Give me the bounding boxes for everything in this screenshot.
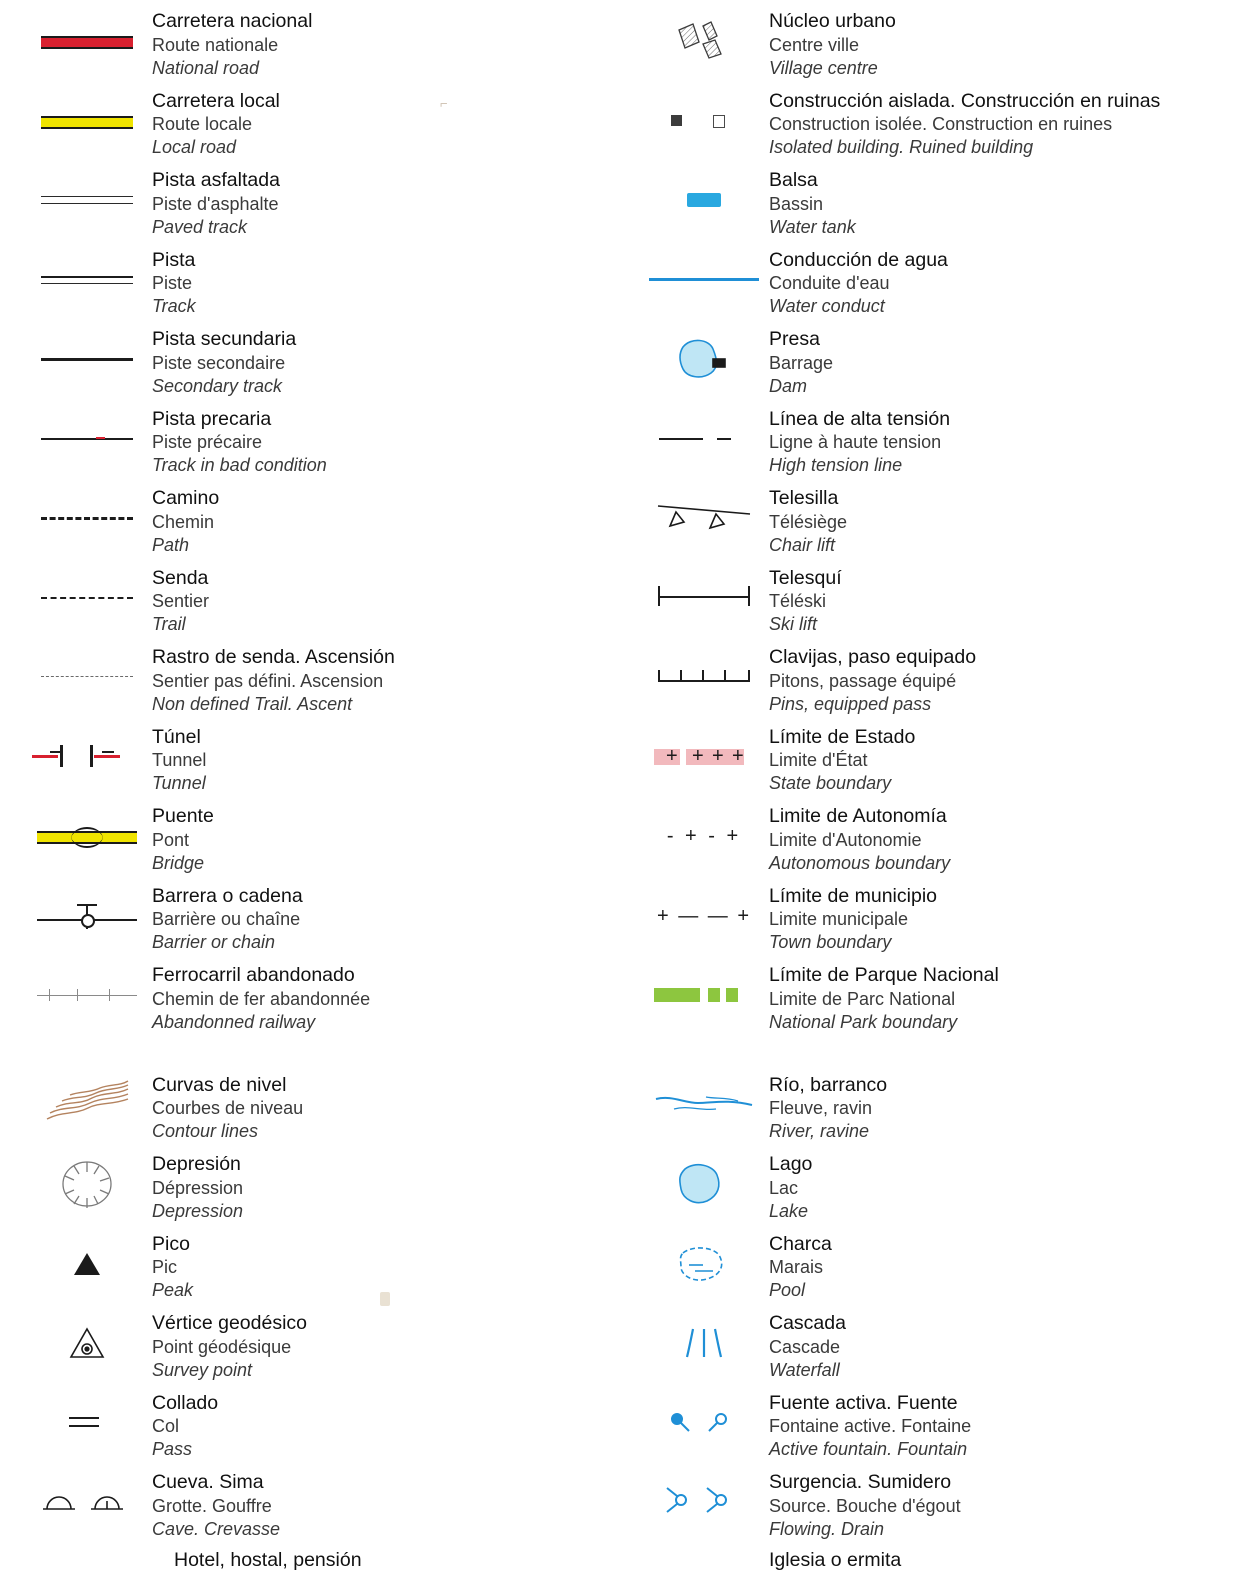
legend-item [22,1072,619,1144]
equipped-pass-symbol [639,644,769,710]
legend-label-en: Non defined Trail. Ascent [152,693,353,714]
legend-item [639,962,1238,1034]
legend-label-fr: Fleuve, ravin [769,1098,873,1118]
legend-label-en: Town boundary [769,932,892,952]
legend-item [22,1390,619,1462]
legend-column-left [0,8,619,1549]
legend-label-fr: Bassin [769,193,824,214]
non-defined-trail-symbol [22,644,152,710]
legend-item [22,962,619,1034]
town-boundary-symbol: + — — + [656,904,752,927]
legend-label-en: River, ravine [769,1121,870,1141]
state-boundary-symbol: + + + + [639,724,769,790]
legend-label-fr: Piste d'asphalte [152,193,279,214]
legend-label-es: Construcción aislada. Construcción en ruinas [769,89,1161,112]
path-symbol [22,485,152,551]
legend-label-en: Contour lines [152,1121,259,1141]
legend-item [22,8,619,80]
legend-label-es: Telesilla [769,487,839,509]
legend-label-es: Presa [769,328,820,350]
legend-item [639,167,1238,239]
legend-label-es: Senda [152,566,209,589]
legend-label-fr: Construction isolée. Construction en ruines [769,114,1113,134]
track-symbol [22,247,152,313]
legend-label-en: Waterfall [769,1359,840,1380]
legend-item [639,1151,1238,1223]
trail-symbol [22,565,152,631]
survey-point-symbol [22,1310,152,1376]
legend-label-en: Survey point [152,1359,253,1380]
legend-label-fr: Piste précaire [152,432,263,452]
legend-item [639,565,1238,637]
peak-symbol [22,1231,152,1297]
legend-label-en: Water tank [769,216,856,237]
tunnel-symbol [22,724,152,790]
footer-label-right: Iglesia o ermita [769,1548,902,1571]
legend-label-es: Límite de Estado [769,725,916,748]
abandoned-railway-symbol [22,962,152,1028]
national-park-boundary-symbol [639,962,769,1028]
bridge-symbol [22,803,152,869]
legend-label-es: Camino [152,487,220,509]
legend-label-fr: Téléski [769,591,827,611]
legend-label-en: High tension line [769,455,903,475]
legend-label-fr: Limite de Parc National [769,988,956,1009]
legend-label-fr: Sentier pas défini. Ascension [152,670,384,691]
legend-label-fr: Pont [152,829,190,850]
bad-track-symbol [22,406,152,472]
legend-label-en: Water conduct [769,296,885,316]
chair-lift-symbol [639,485,769,551]
legend-label-fr: Chemin de fer abandonnée [152,988,371,1009]
legend-label-es: Cascada [769,1312,846,1334]
legend-item [22,88,619,160]
legend-label-es: Charca [769,1232,832,1255]
legend-label-fr: Fontaine active. Fontaine [769,1416,972,1436]
legend-label-fr: Tunnel [152,750,207,770]
legend-label-es: Pista [152,248,196,271]
legend-item [639,88,1238,160]
legend-item [639,1310,1238,1382]
legend-label-en: Track in bad condition [152,455,327,475]
local-road-symbol [22,88,152,154]
legend-item [22,406,619,478]
legend-label-es: Pista secundaria [152,328,297,350]
contour-lines-symbol [22,1072,152,1138]
footer-label-left: Hotel, hostal, pensión [174,1548,362,1571]
legend-item [639,1390,1238,1462]
legend-label-fr: Pic [152,1257,178,1277]
village-centre-symbol [639,8,769,74]
legend-item [22,1310,619,1382]
legend-label-fr: Source. Bouche d'égout [769,1495,961,1516]
legend-label-es: Conducción de agua [769,248,948,271]
legend-label-es: Telesquí [769,566,842,589]
legend-label-en: Bridge [152,852,205,873]
legend-label-en: Active fountain. Fountain [769,1439,968,1459]
legend-label-en: State boundary [769,773,892,793]
depression-symbol [22,1151,152,1217]
legend-item [22,724,619,796]
legend-label-fr: Marais [769,1257,824,1277]
legend-label-fr: Barrage [769,352,834,373]
legend-label-en: National Park boundary [769,1011,958,1032]
legend-item [22,644,619,716]
legend-label-en: Secondary track [152,375,283,396]
legend-label-en: Pins, equipped pass [769,693,932,714]
legend-label-es: Fuente activa. Fuente [769,1391,958,1414]
legend-label-en: Path [152,534,190,555]
legend-label-es: Carretera nacional [152,10,313,32]
legend-label-fr: Limite d'État [769,750,868,770]
legend-footer-right [619,1549,1238,1572]
legend-item [639,1072,1238,1144]
legend-item [639,1469,1238,1541]
legend-label-es: Clavijas, paso equipado [769,646,977,668]
legend-label-fr: Chemin [152,511,215,532]
pool-symbol [639,1231,769,1297]
waterfall-symbol [639,1310,769,1376]
autonomous-boundary-symbol: - + - + [666,825,742,847]
legend-label-es: Límite de municipio [769,884,937,907]
legend-label-fr: Route locale [152,114,253,134]
legend-label-en: Village centre [769,57,878,78]
legend-label-es: Rastro de senda. Ascensión [152,646,395,668]
legend-label-fr: Cascade [769,1336,841,1357]
legend-label-fr: Dépression [152,1177,244,1198]
legend-label-es: Balsa [769,169,818,191]
lake-symbol [639,1151,769,1217]
legend-item [639,8,1238,80]
legend-label-es: Surgencia. Sumidero [769,1471,952,1493]
legend-item [639,247,1238,319]
legend-label-es: Limite de Autonomía [769,805,947,827]
legend-label-en: Cave. Crevasse [152,1518,281,1539]
legend-label-en: Local road [152,137,237,157]
legend-label-es: Lago [769,1153,813,1175]
scan-artifact-icon: ⌐ [440,96,448,111]
legend-item [639,326,1238,398]
legend-label-en: Paved track [152,216,248,237]
legend-label-en: Barrier or chain [152,932,276,952]
legend-label-fr: Lac [769,1177,799,1198]
legend-label-fr: Route nationale [152,34,279,55]
legend-item [22,565,619,637]
legend-label-fr: Point géodésique [152,1336,292,1357]
legend-item [22,167,619,239]
legend-label-es: Pico [152,1232,190,1255]
legend-label-es: Cueva. Sima [152,1471,264,1493]
dam-symbol [639,326,769,392]
secondary-track-symbol [22,326,152,392]
legend-footer-row [0,1549,1238,1572]
legend-label-en: Abandonned railway [152,1011,316,1032]
cave-symbol [22,1469,152,1535]
scan-artifact-mark [380,1292,390,1306]
legend-item [22,1231,619,1303]
legend-label-es: Depresión [152,1153,241,1175]
legend-item [639,803,1238,875]
legend-label-fr: Ligne à haute tension [769,432,942,452]
group-divider [639,1042,1238,1072]
river-ravine-symbol [639,1072,769,1138]
legend-item [639,724,1238,796]
legend-item [22,247,619,319]
legend-label-en: Autonomous boundary [769,852,951,873]
legend-label-es: Puente [152,805,214,827]
legend-label-es: Carretera local [152,89,280,112]
legend-label-es: Límite de Parque Nacional [769,964,999,986]
national-road-symbol [22,8,152,74]
legend-label-en: Lake [769,1200,809,1221]
legend-label-es: Pista asfaltada [152,169,280,191]
legend-label-fr: Sentier [152,591,210,611]
high-tension-line-symbol [639,406,769,472]
legend-label-en: Trail [152,614,186,634]
legend-item [639,485,1238,557]
legend-label-fr: Barrière ou chaîne [152,909,301,929]
fountain-symbol [639,1390,769,1456]
legend-item [639,1231,1238,1303]
legend-item [22,326,619,398]
legend-label-es: Vértice geodésico [152,1312,308,1334]
group-divider [22,1042,619,1072]
legend-label-en: Flowing. Drain [769,1518,885,1539]
legend-label-en: Depression [152,1200,244,1221]
legend-label-fr: Télésiège [769,511,848,532]
legend-label-es: Río, barranco [769,1073,888,1096]
isolated-building-symbol [639,88,769,154]
paved-track-symbol [22,167,152,233]
water-tank-symbol [639,167,769,233]
legend-item [22,883,619,955]
legend-column-right [619,8,1238,1549]
legend-label-en: Pool [769,1280,806,1300]
legend-label-en: Ski lift [769,614,818,634]
pass-symbol [22,1390,152,1456]
legend-label-fr: Pitons, passage équipé [769,670,957,691]
legend-item [22,803,619,875]
legend-label-es: Línea de alta tensión [769,407,951,430]
legend-item [22,1469,619,1541]
legend-label-fr: Centre ville [769,34,860,55]
legend-label-en: Chair lift [769,534,836,555]
legend-item [639,883,1238,955]
legend-label-fr: Grotte. Gouffre [152,1495,272,1516]
legend-footer-left [0,1549,619,1572]
legend-label-es: Túnel [152,725,201,748]
water-conduct-symbol [639,247,769,313]
legend-label-es: Barrera o cadena [152,884,303,907]
spring-drain-symbol [639,1469,769,1535]
legend-label-en: Isolated building. Ruined building [769,137,1034,157]
barrier-symbol [22,883,152,949]
legend-item [639,406,1238,478]
legend-label-fr: Piste secondaire [152,352,286,373]
legend-label-en: Peak [152,1280,194,1300]
legend-label-es: Pista precaria [152,407,272,430]
legend-label-es: Collado [152,1391,219,1414]
legend-label-en: Pass [152,1439,193,1459]
legend-label-es: Ferrocarril abandonado [152,964,355,986]
legend-item [22,1151,619,1223]
legend-label-fr: Conduite d'eau [769,273,890,293]
legend-label-en: Tunnel [152,773,206,793]
legend-label-en: National road [152,57,260,78]
legend-item [22,485,619,557]
legend-label-en: Dam [769,375,808,396]
legend-label-es: Núcleo urbano [769,10,896,32]
legend-item [639,644,1238,716]
legend-label-fr: Col [152,1416,180,1436]
legend-label-fr: Limite d'Autonomie [769,829,922,850]
legend-label-en: Track [152,296,196,316]
legend-label-fr: Piste [152,273,193,293]
legend-label-es: Curvas de nivel [152,1073,287,1096]
legend-label-fr: Courbes de niveau [152,1098,304,1118]
ski-lift-symbol [639,565,769,631]
legend-label-fr: Limite municipale [769,909,909,929]
